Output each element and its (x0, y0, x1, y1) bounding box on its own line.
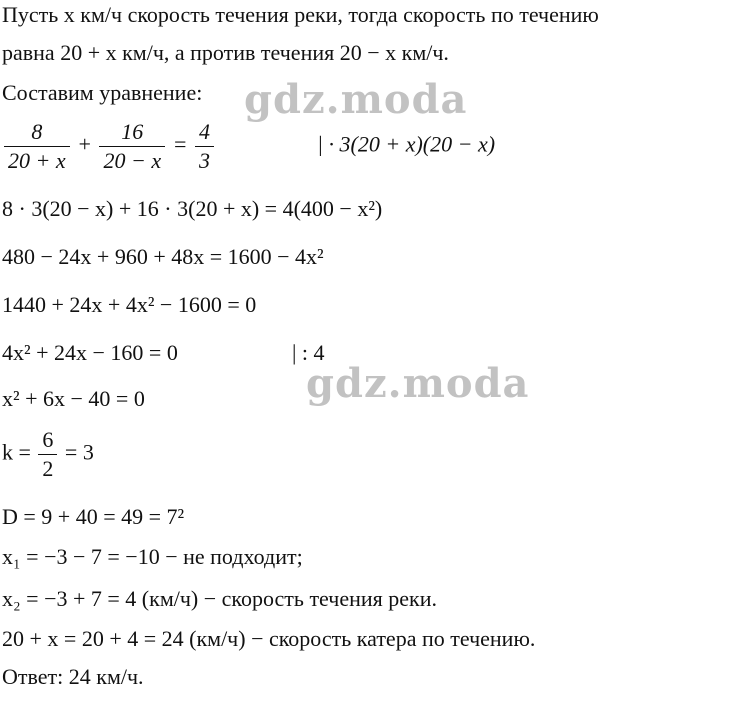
equation-line-7: 1440 + 24x + 4x² − 1600 = 0 (2, 292, 257, 317)
k-suffix: = 3 (64, 439, 94, 465)
plus-sign: + (77, 131, 92, 157)
watermark-top: gdz.moda (244, 76, 468, 123)
answer-line: Ответ: 24 км/ч. (2, 664, 144, 689)
watermark-middle: gdz.moda (306, 360, 530, 407)
discriminant-line: D = 9 + 40 = 49 = 7² (2, 504, 185, 529)
root-1-line: x₁ = −3 − 7 = −10 − не подходит; (2, 544, 303, 569)
text-line-1: Пусть x км/ч скорость течения реки, тогда скорость по течению (2, 2, 599, 27)
equation-line-6: 480 − 24x + 960 + 48x = 1600 − 4x² (2, 244, 324, 269)
multiplier-note: | · 3(20 + x)(20 − x) (316, 131, 496, 157)
speed-line: 20 + x = 20 + 4 = 24 (км/ч) − скорость катера по течению. (2, 626, 536, 651)
fraction-1: $\frac{8}{20 + x}$ (4, 118, 70, 175)
equation-line-8: 4x² + 24x − 160 = 0 (2, 340, 178, 365)
equation-fractions (2, 118, 495, 175)
text-line-3: Составим уравнение: (2, 80, 203, 105)
fraction-k: $\frac{6}{2}$ (38, 426, 57, 483)
equals-sign: = (172, 131, 188, 157)
fraction-3: $\frac{4}{3}$ (195, 118, 214, 175)
fraction-2: $\frac{16}{20 - x}$ (99, 118, 165, 175)
root-2-line: x₂ = −3 + 7 = 4 (км/ч) − скорость течения реки. (2, 586, 437, 611)
equation-line-5: 8 · 3(20 − x) + 16 · 3(20 + x) = 4(400 − x²) (2, 196, 383, 221)
k-prefix: k = (2, 439, 31, 465)
text-line-2: равна 20 + x км/ч, а против течения 20 − x км/ч. (2, 40, 449, 65)
divide-note: | : 4 (292, 340, 325, 365)
equation-line-9: x² + 6x − 40 = 0 (2, 386, 145, 411)
k-line (2, 426, 94, 483)
